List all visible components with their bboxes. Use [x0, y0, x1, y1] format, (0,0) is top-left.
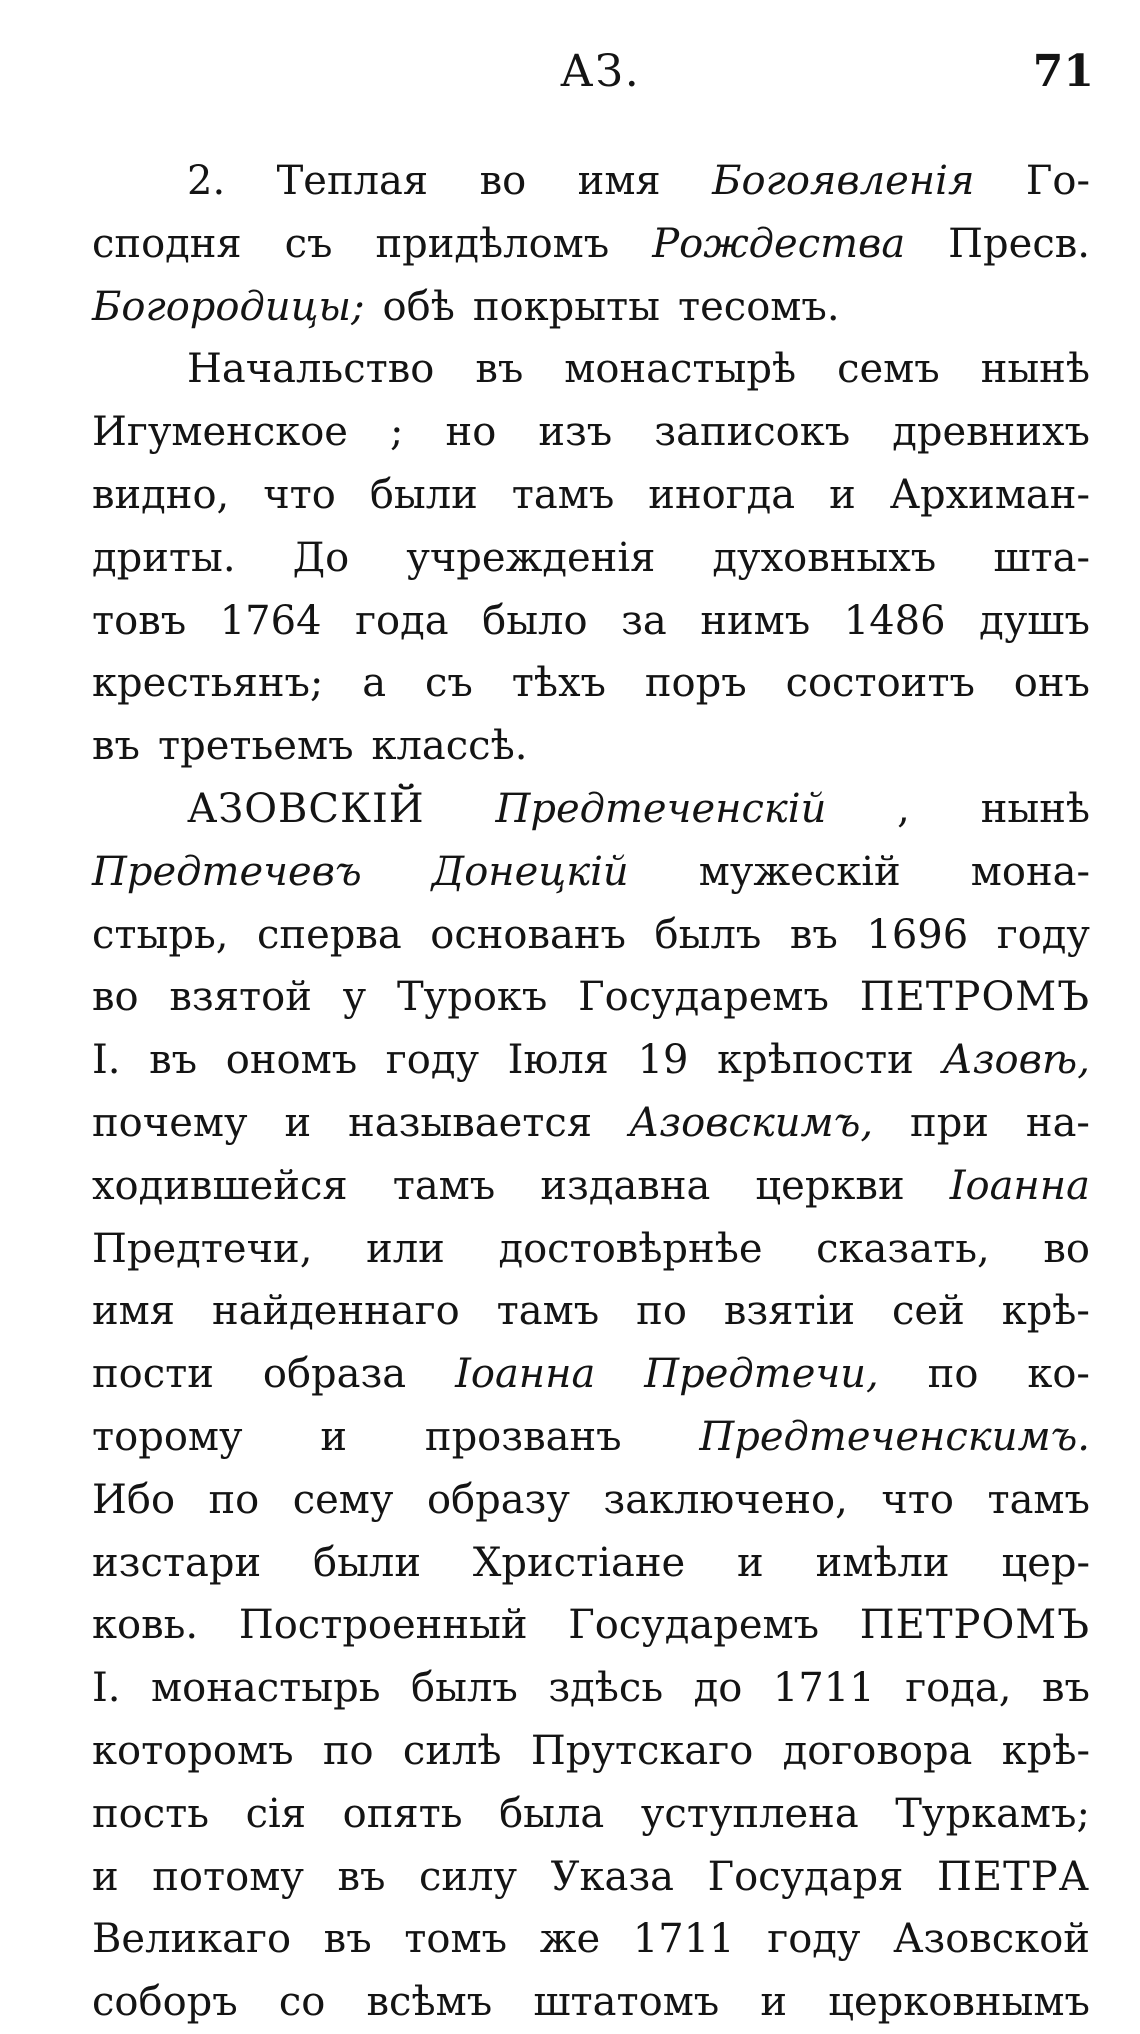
word: образу	[426, 1476, 570, 1523]
word: на-	[1025, 1099, 1090, 1146]
word: тамъ	[496, 1288, 600, 1335]
word: тамъ	[511, 471, 615, 518]
text-line	[92, 1783, 1090, 1846]
word: Іоанна	[455, 1351, 596, 1398]
word: ко-	[1027, 1351, 1090, 1398]
word: придѣломъ	[375, 220, 610, 267]
text-line	[92, 1720, 1090, 1783]
word: Іюля	[507, 1037, 609, 1084]
word: году	[385, 1037, 479, 1084]
word: Азовскимъ,	[629, 1099, 874, 1146]
word: тѣхъ	[511, 660, 607, 707]
word: имя	[92, 1288, 176, 1335]
word: нынѣ	[980, 346, 1090, 393]
word: взятіи	[723, 1288, 856, 1335]
word: Государя	[707, 1853, 904, 1900]
word: поръ	[644, 660, 747, 707]
text-line	[92, 904, 1090, 967]
word: Государемъ	[568, 1602, 820, 1649]
word: классѣ.	[371, 723, 528, 770]
word: ПЕТРОМЪ	[859, 974, 1090, 1021]
text-line	[92, 1280, 1090, 1343]
word: что	[263, 471, 336, 518]
word: въ	[475, 346, 524, 393]
word: по	[208, 1476, 260, 1523]
word: обѣ	[382, 283, 455, 330]
word: было	[482, 597, 588, 644]
word: записокъ	[654, 409, 851, 456]
word: ковь.	[92, 1602, 199, 1649]
word: Начальство	[187, 346, 435, 393]
word: что	[881, 1476, 954, 1523]
word: имѣли	[815, 1539, 950, 1586]
word: достовѣрнѣе	[498, 1225, 763, 1272]
word: былъ	[411, 1665, 518, 1712]
word: крѣ-	[1001, 1727, 1090, 1774]
text-line	[92, 338, 1090, 401]
word: издавна	[540, 1162, 711, 1209]
word: тесомъ.	[678, 283, 840, 330]
word: ;	[390, 409, 404, 456]
word: заключено,	[603, 1476, 848, 1523]
word: года	[355, 597, 449, 644]
text-line	[92, 1657, 1090, 1720]
text-line	[92, 778, 1090, 841]
text-line	[92, 213, 1090, 276]
word: до	[693, 1665, 743, 1712]
word: были	[369, 471, 478, 518]
page-number: 71	[1032, 46, 1094, 97]
word: учрежденія	[406, 534, 656, 581]
word: во	[1043, 1225, 1090, 1272]
word: въ	[1041, 1665, 1090, 1712]
word: называется	[348, 1099, 593, 1146]
word: и	[92, 1853, 119, 1900]
word: тамъ	[392, 1162, 496, 1209]
word: и	[760, 1979, 788, 2026]
word: Предтеченскимъ.	[699, 1413, 1090, 1460]
word: года,	[905, 1665, 1012, 1712]
word: штатомъ	[533, 1979, 720, 2026]
word: Го-	[1025, 158, 1090, 204]
word: Государемъ	[578, 974, 829, 1021]
text-line	[92, 1532, 1090, 1595]
word: дриты.	[92, 534, 236, 581]
word: 1711	[632, 1916, 735, 1963]
word: а	[362, 660, 387, 707]
text-line	[92, 527, 1090, 590]
text-line	[92, 841, 1090, 904]
word: состоитъ	[785, 660, 975, 707]
word: по	[927, 1351, 979, 1398]
word: пости	[92, 1351, 214, 1398]
word: До	[292, 534, 350, 581]
word: стырь,	[92, 911, 229, 958]
word: Великаго	[92, 1916, 292, 1963]
text-line	[92, 1155, 1090, 1218]
word: изстари	[92, 1539, 262, 1586]
word: покрыты	[472, 283, 660, 330]
word: Построенный	[238, 1602, 528, 1649]
word: найденнаго	[211, 1288, 460, 1335]
word: былъ	[654, 911, 762, 958]
word: цер-	[1001, 1539, 1090, 1586]
word: основанъ	[430, 911, 626, 958]
text-line	[92, 1469, 1090, 1532]
text-line	[92, 464, 1090, 527]
word: Игуменское	[92, 409, 348, 456]
word: уступлена	[640, 1790, 859, 1837]
text-line	[92, 1029, 1090, 1092]
text-line	[92, 1908, 1090, 1971]
word: сподня	[92, 220, 242, 267]
word: имя	[577, 158, 661, 204]
word: съ	[284, 220, 333, 267]
word: Турокъ	[397, 974, 548, 1021]
word: шта-	[993, 534, 1090, 581]
word: потому	[152, 1853, 304, 1900]
word: духовныхъ	[712, 534, 937, 581]
word: мона-	[970, 848, 1090, 895]
text-line	[92, 401, 1090, 464]
word: 2.	[187, 158, 226, 204]
word: у	[342, 974, 367, 1021]
running-head: АЗ.	[560, 46, 641, 97]
word: Предтечи,	[644, 1351, 879, 1398]
word: 1486	[843, 597, 946, 644]
word: пость	[92, 1790, 210, 1837]
word: по	[322, 1727, 374, 1774]
word: Азовской	[893, 1916, 1090, 1963]
word: третьемъ	[157, 723, 354, 770]
word: I.	[92, 1665, 121, 1712]
word: Азовѣ,	[942, 1037, 1090, 1084]
word: крестьянъ;	[92, 660, 324, 707]
word: въ	[337, 1853, 386, 1900]
word: крѣ-	[1001, 1288, 1090, 1335]
word: ходившейся	[92, 1162, 348, 1209]
word: ПЕТРА	[936, 1853, 1090, 1900]
text-line	[92, 1846, 1090, 1909]
word: опять	[342, 1790, 463, 1837]
word: церковнымъ	[828, 1979, 1090, 2026]
word: изъ	[538, 409, 613, 456]
word: тамъ	[987, 1476, 1090, 1523]
word: въ	[149, 1037, 198, 1084]
word: Рождества	[652, 220, 906, 267]
word: и	[737, 1539, 764, 1586]
text-line	[92, 1594, 1090, 1657]
word: во	[479, 158, 527, 204]
word: монастырѣ	[564, 346, 797, 393]
text-line	[92, 276, 1090, 339]
word: Теплая	[276, 158, 429, 204]
word: всѣмъ	[366, 1979, 493, 2026]
word: видно,	[92, 471, 230, 518]
word: мужескій	[698, 848, 901, 895]
word: церкви	[755, 1162, 905, 1209]
word: семъ	[837, 346, 940, 393]
text-line	[92, 1971, 1090, 2034]
text-line	[92, 1092, 1090, 1155]
word: онъ	[1013, 660, 1090, 707]
word: Предтечи,	[92, 1225, 313, 1272]
word: Пресв.	[948, 220, 1090, 267]
word: ономъ	[225, 1037, 358, 1084]
word: томъ	[404, 1916, 508, 1963]
word: Предтеченскій	[495, 785, 827, 832]
text-line	[92, 652, 1090, 715]
word: сія	[245, 1790, 307, 1837]
word: сперва	[257, 911, 402, 958]
text-line	[92, 150, 1090, 213]
page-header	[0, 40, 1140, 120]
word: древнихъ	[892, 409, 1090, 456]
word: сему	[292, 1476, 394, 1523]
word: во	[92, 974, 139, 1021]
word: душъ	[979, 597, 1090, 644]
word: товъ	[92, 597, 187, 644]
word: Прутскаго	[530, 1727, 754, 1774]
word: или	[366, 1225, 445, 1272]
word: и	[829, 471, 856, 518]
word: силѣ	[402, 1727, 502, 1774]
word: были	[313, 1539, 422, 1586]
word: ПЕТРОМЪ	[859, 1602, 1090, 1649]
word: и	[320, 1413, 348, 1460]
word: здѣсь	[548, 1665, 664, 1712]
word: прозванъ	[424, 1413, 622, 1460]
word: со	[278, 1979, 326, 2026]
word: крѣпости	[717, 1037, 914, 1084]
word: АЗОВСКІЙ	[187, 785, 425, 832]
word: образа	[262, 1351, 407, 1398]
text-line	[92, 1406, 1090, 1469]
word: нимъ	[700, 597, 811, 644]
word: I.	[92, 1037, 121, 1084]
word: съ	[425, 660, 473, 707]
word: нынѣ	[980, 785, 1090, 832]
word: въ	[92, 723, 140, 770]
text-line	[92, 1218, 1090, 1281]
word: Іоанна	[949, 1162, 1090, 1209]
body-text	[92, 150, 1090, 2034]
word: при	[910, 1099, 989, 1146]
word: Ибо	[92, 1476, 176, 1523]
text-line	[92, 1343, 1090, 1406]
word: Туркамъ;	[895, 1790, 1090, 1837]
text-line	[92, 715, 1090, 778]
word: Указа	[550, 1853, 674, 1900]
word: иногда	[648, 471, 796, 518]
word: году	[996, 911, 1090, 958]
word: Богоявленія	[712, 158, 975, 204]
word: которомъ	[92, 1727, 294, 1774]
text-line	[92, 590, 1090, 653]
word: сей	[892, 1288, 965, 1335]
word: торому	[92, 1413, 243, 1460]
word: за	[621, 597, 667, 644]
word: была	[499, 1790, 605, 1837]
word: 1764	[219, 597, 322, 644]
word: но	[445, 409, 497, 456]
word: Предтечевъ	[92, 848, 362, 895]
word: и	[284, 1099, 312, 1146]
word: въ	[323, 1916, 372, 1963]
word: въ	[789, 911, 838, 958]
word: Христіане	[472, 1539, 686, 1586]
word: взятой	[169, 974, 312, 1021]
word: Богородицы;	[92, 283, 365, 330]
word: монастырь	[151, 1665, 381, 1712]
word: же	[539, 1916, 601, 1963]
word: почему	[92, 1099, 248, 1146]
text-line	[92, 966, 1090, 1029]
word: 1711	[772, 1665, 875, 1712]
word: 19	[637, 1037, 689, 1084]
word: договора	[782, 1727, 973, 1774]
word: Архиман-	[889, 471, 1090, 518]
word: сказать,	[816, 1225, 990, 1272]
word: Донецкій	[431, 848, 629, 895]
word: году	[767, 1916, 861, 1963]
word: силу	[418, 1853, 517, 1900]
word: по	[636, 1288, 687, 1335]
word: соборъ	[92, 1979, 238, 2026]
word: ,	[897, 785, 910, 832]
word: 1696	[866, 911, 969, 958]
